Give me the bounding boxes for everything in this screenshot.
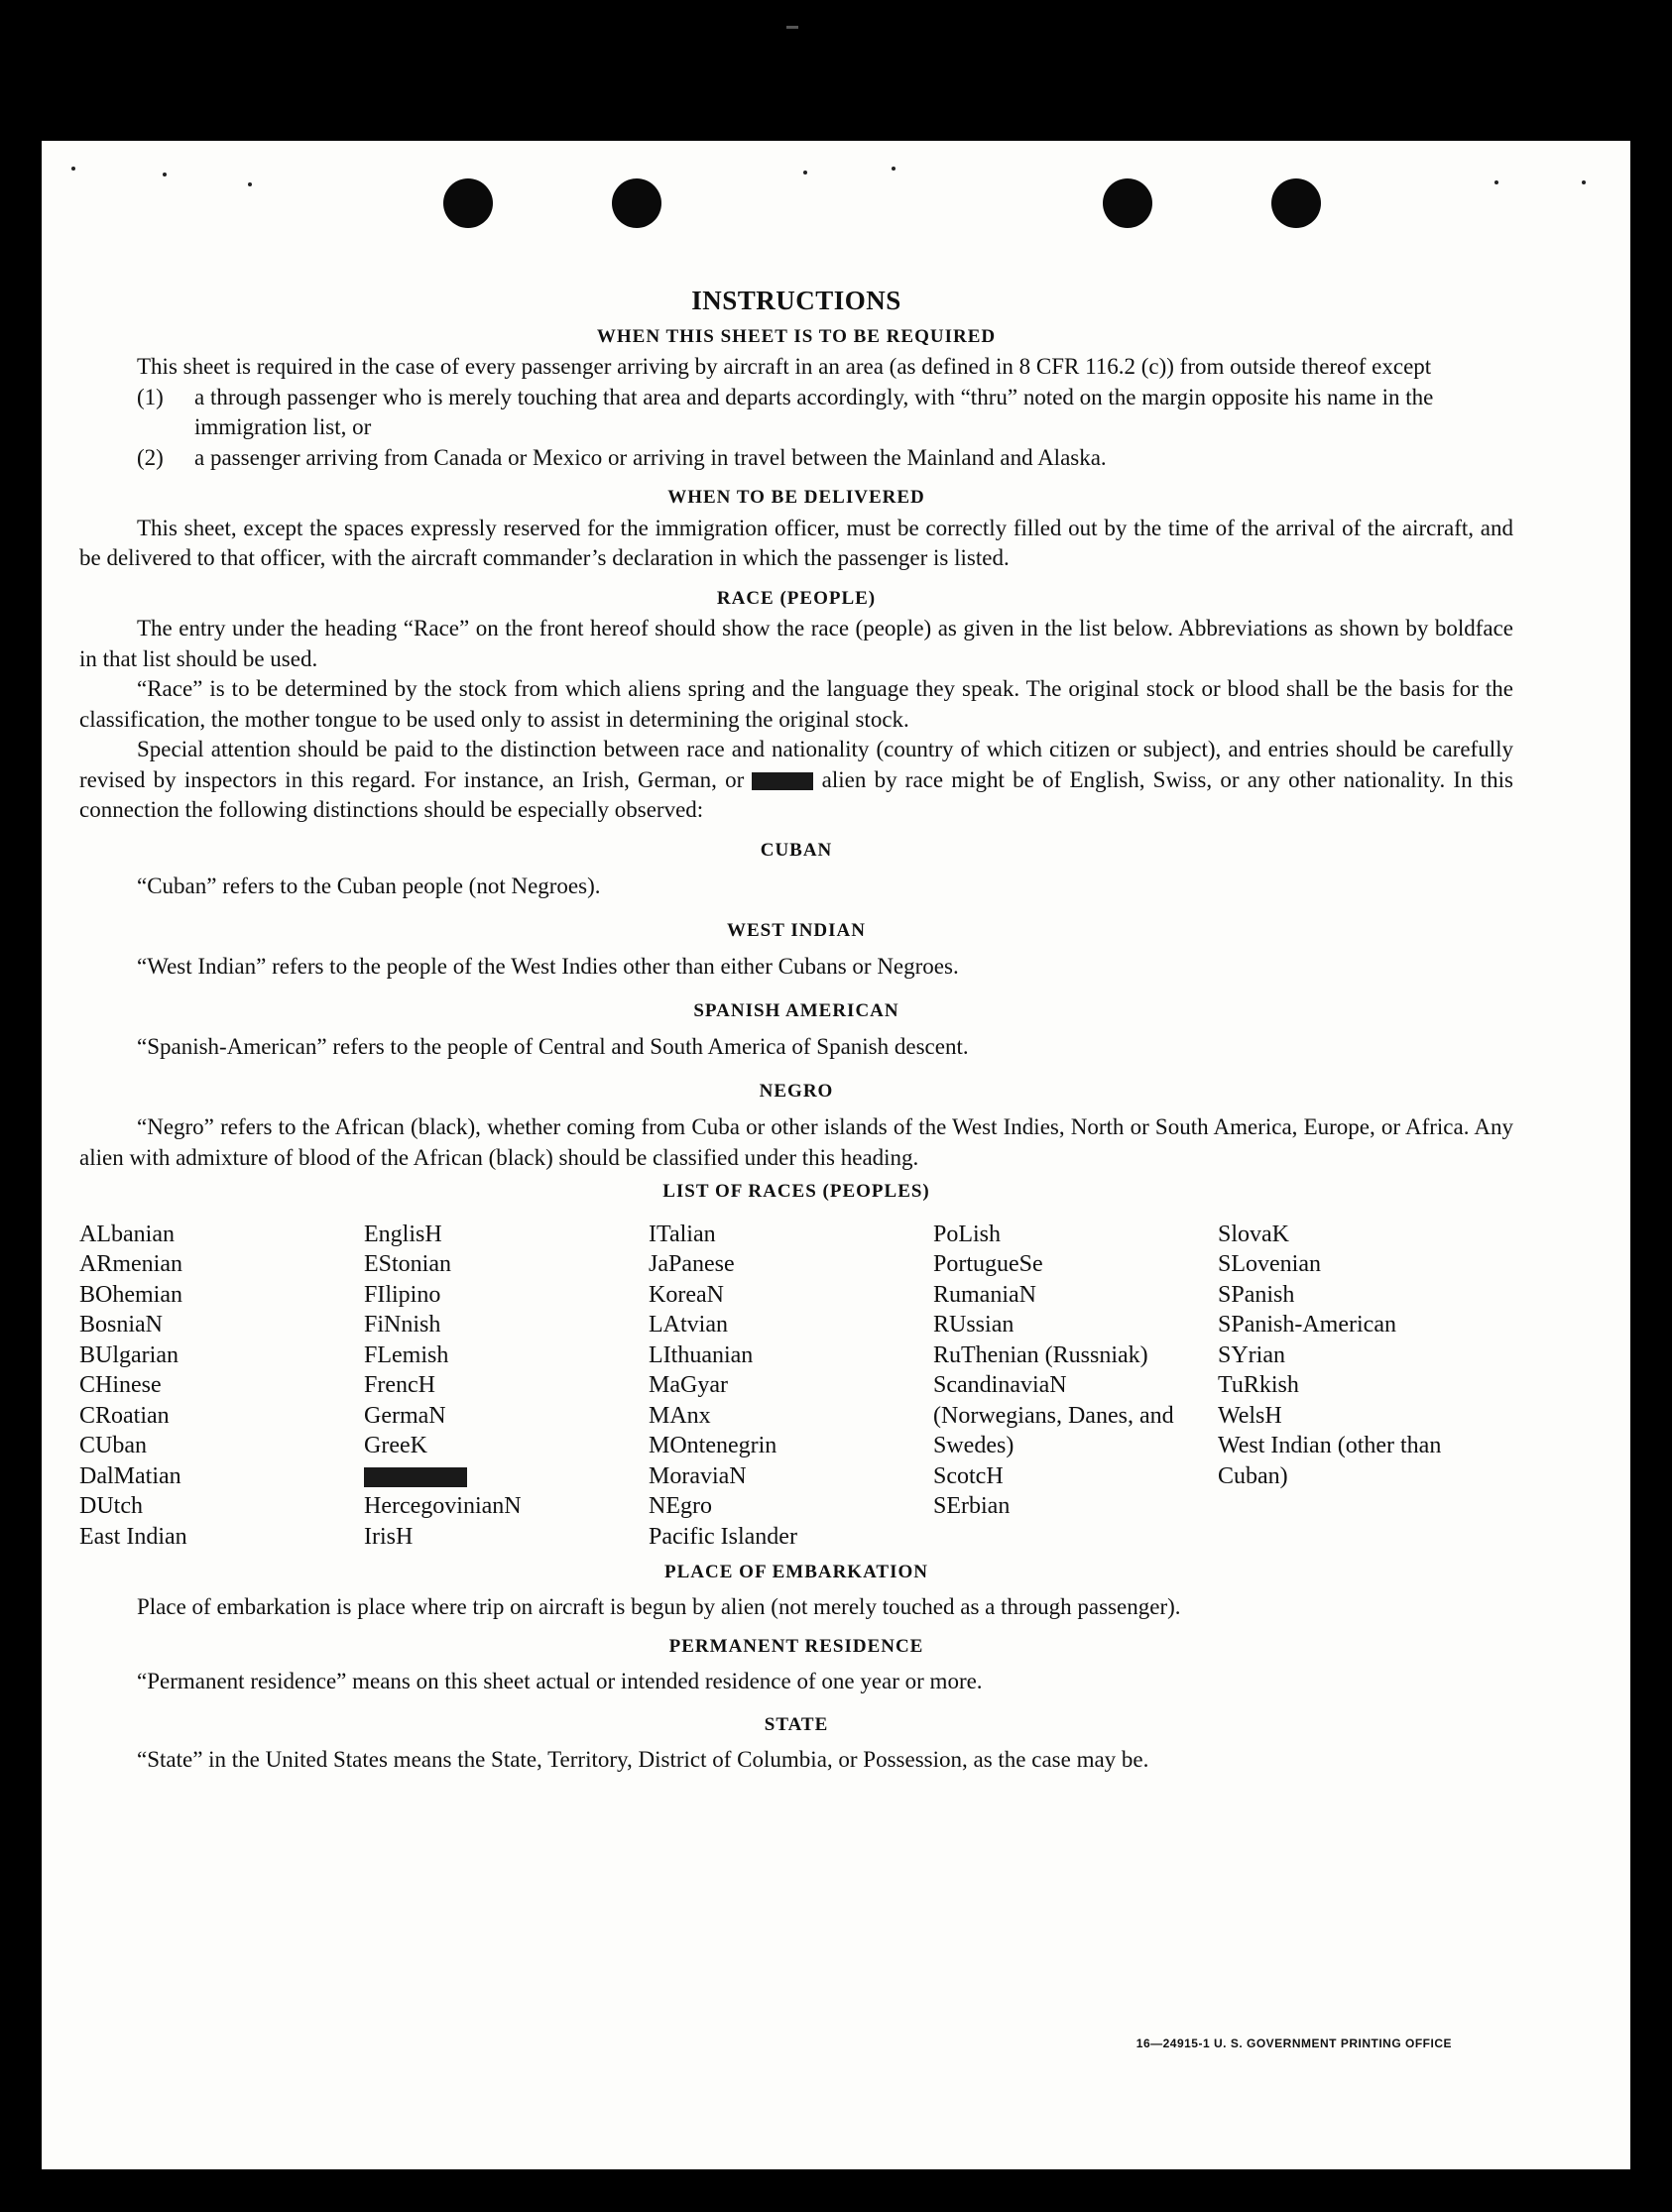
race-entry: CUban: [79, 1433, 147, 1458]
race-entry: ARmenian: [79, 1251, 182, 1277]
race-entry: MAnx: [649, 1402, 711, 1429]
race-entry: BUlgarian: [79, 1341, 179, 1368]
redacted-race-entry: [364, 1461, 649, 1492]
item-number: (2): [137, 444, 164, 470]
negro-paragraph: “Negro” refers to the African (black), whether coming from Cuba or other islands of the West Indies, North or South America, Europe, or Africa. Any alien with admixture of blood of the African (black) should be classified under this heading.: [79, 1114, 1513, 1170]
race-entry: SlovaK: [1218, 1221, 1289, 1247]
race-entry: ScandinaviaN (Norwegians, Danes, and Swedes): [933, 1372, 1174, 1458]
race-paragraph-3-end: alien by race might be of English, Swiss, or any other nationality. In this connection the following distinctions should be especially observed:: [79, 766, 1514, 822]
dust-speck: [1582, 180, 1586, 184]
race-paragraph-1: The entry under the heading “Race” on the front hereof should show the race (people) as given in the list below. Abbreviations as shown by boldface in that list should be used.: [79, 616, 1513, 671]
race-entry: SPanish-American: [1218, 1312, 1396, 1338]
races-column-2: [364, 1220, 649, 1553]
race-entry: East Indian: [79, 1523, 187, 1550]
redaction-mark: [752, 772, 813, 790]
redaction-mark: [364, 1467, 467, 1487]
races-column-3: [649, 1220, 933, 1553]
race-entry: ITalian: [649, 1221, 716, 1247]
race-entry: JaPanese: [649, 1251, 735, 1277]
section-heading-delivered: WHEN TO BE DELIVERED: [667, 487, 925, 508]
race-entry: EnglisH: [364, 1221, 442, 1247]
spanish-american-paragraph: “Spanish-American” refers to the people of Central and South America of Spanish descent.: [137, 1034, 969, 1059]
embarkation-paragraph: Place of embarkation is place where trip on aircraft is begun by alien (not merely touched as a through passenger).: [137, 1593, 1181, 1619]
race-entry: FIlipino: [364, 1281, 441, 1308]
race-entry: LAtvian: [649, 1312, 728, 1338]
race-entry: FLemish: [364, 1341, 449, 1368]
race-entry: GreeK: [364, 1433, 427, 1458]
race-entry: WelsH: [1218, 1402, 1282, 1429]
race-entry: SErbian: [933, 1493, 1011, 1519]
race-entry: SLovenian: [1218, 1251, 1321, 1277]
item-text: a passenger arriving from Canada or Mexico or arriving in travel between the Mainland and Alaska.: [194, 444, 1107, 470]
race-entry: SYrian: [1218, 1341, 1285, 1368]
race-entry: RUssian: [933, 1312, 1015, 1338]
race-entry: RuThenian (Russniak): [933, 1341, 1148, 1368]
race-entry: FrencH: [364, 1372, 435, 1398]
race-entry: PoLish: [933, 1221, 1002, 1247]
race-entry: MoraviaN: [649, 1462, 747, 1489]
residence-paragraph: “Permanent residence” means on this sheet actual or intended residence of one year or more.: [137, 1668, 983, 1693]
race-entry: KoreaN: [649, 1281, 724, 1308]
race-entry: CRoatian: [79, 1402, 170, 1429]
cuban-paragraph: “Cuban” refers to the Cuban people (not Negroes).: [137, 873, 601, 898]
race-entry: EStonian: [364, 1251, 451, 1277]
section-heading-west-indian: WEST INDIAN: [727, 919, 866, 941]
section-heading-list-of-races: LIST OF RACES (PEOPLES): [662, 1181, 930, 1202]
dust-speck: [248, 182, 252, 186]
races-column-1: [79, 1220, 364, 1553]
race-entry: GermaN: [364, 1402, 446, 1429]
race-entry: West Indian (other than Cuban): [1218, 1433, 1442, 1489]
section-heading-state: STATE: [764, 1714, 829, 1735]
punch-hole: [443, 178, 493, 228]
state-paragraph: “State” in the United States means the State, Territory, District of Columbia, or Possession, as the case may be.: [137, 1746, 1149, 1772]
race-entry: PortugueSe: [933, 1251, 1043, 1277]
dust-speck: [1494, 180, 1498, 184]
item-number: (1): [137, 384, 164, 409]
race-entry: SPanish: [1218, 1281, 1295, 1308]
exception-item-2: [137, 443, 1513, 474]
race-entry: Pacific Islander: [649, 1523, 797, 1550]
race-entry: TuRkish: [1218, 1372, 1299, 1398]
punch-hole: [612, 178, 661, 228]
dust-speck: [892, 167, 896, 171]
punch-hole: [1103, 178, 1152, 228]
race-entry: ScotcH: [933, 1462, 1004, 1489]
printer-imprint: 16—24915-1 U. S. GOVERNMENT PRINTING OFFICE: [1135, 2037, 1452, 2050]
delivered-paragraph: This sheet, except the spaces expressly reserved for the immigration officer, must be correctly filled out by the time of the arrival of the aircraft, and be delivered to that officer, with the aircraft commander’s declaration in which the passenger is listed.: [79, 515, 1513, 570]
dust-speck: [163, 173, 167, 176]
race-entry: BOhemian: [79, 1281, 182, 1308]
races-column-4: [933, 1220, 1218, 1553]
race-paragraph-2: “Race” is to be determined by the stock from which aliens spring and the language they speak. The original stock or blood shall be the basis for the classification, the mother tongue to be used only to assist in determining the original stock.: [79, 676, 1513, 732]
section-heading-embarkation: PLACE OF EMBARKATION: [664, 1562, 928, 1582]
race-entry: MaGyar: [649, 1372, 728, 1398]
race-entry: FiNnish: [364, 1312, 441, 1338]
race-entry: MOntenegrin: [649, 1433, 777, 1458]
west-indian-paragraph: “West Indian” refers to the people of the West Indies other than either Cubans or Negroes.: [137, 954, 959, 979]
punch-hole: [1271, 178, 1321, 228]
race-entry: LIthuanian: [649, 1341, 754, 1368]
section-heading-spanish-american: SPANISH AMERICAN: [693, 999, 899, 1021]
race-paragraph-3-start: Special attention should be paid to the distinction between race and nationality (country of which citizen or subject), and entries should be carefully revised by inspectors in this regard. For instance, an Irish, German, or: [79, 737, 1513, 792]
race-entry: NEgro: [649, 1493, 712, 1519]
race-entry: DUtch: [79, 1493, 143, 1519]
race-entry: IrisH: [364, 1523, 414, 1550]
section-heading-race: RACE (PEOPLE): [716, 587, 877, 609]
race-entry: ALbanian: [79, 1221, 175, 1247]
document-page: [42, 141, 1630, 2169]
races-table: [79, 1220, 1513, 1553]
section-heading-negro: NEGRO: [759, 1080, 834, 1102]
race-entry: HercegovinianN: [364, 1493, 522, 1519]
item-text: a through passenger who is merely touching that area and departs accordingly, with “thru” noted on the margin opposite his name in the immigration list, or: [194, 384, 1434, 439]
section-heading-cuban: CUBAN: [760, 839, 833, 861]
race-entry: RumaniaN: [933, 1281, 1036, 1308]
exception-item-1: [137, 383, 1513, 443]
page-title: INSTRUCTIONS: [691, 286, 901, 315]
race-paragraph-3: [79, 735, 1513, 826]
section-heading-required: WHEN THIS SHEET IS TO BE REQUIRED: [596, 325, 997, 347]
race-entry: DalMatian: [79, 1462, 181, 1489]
race-entry: CHinese: [79, 1372, 162, 1398]
required-paragraph: This sheet is required in the case of every passenger arriving by aircraft in an area (as defined in 8 CFR 116.2 (c)) from outside thereof except: [137, 354, 1432, 379]
races-column-5: [1218, 1220, 1513, 1553]
section-heading-residence: PERMANENT RESIDENCE: [668, 1636, 924, 1657]
scan-top-mark: [786, 26, 798, 29]
instructions-content: [79, 286, 1513, 1775]
dust-speck: [71, 167, 75, 171]
dust-speck: [803, 171, 807, 175]
race-entry: BosniaN: [79, 1312, 163, 1338]
